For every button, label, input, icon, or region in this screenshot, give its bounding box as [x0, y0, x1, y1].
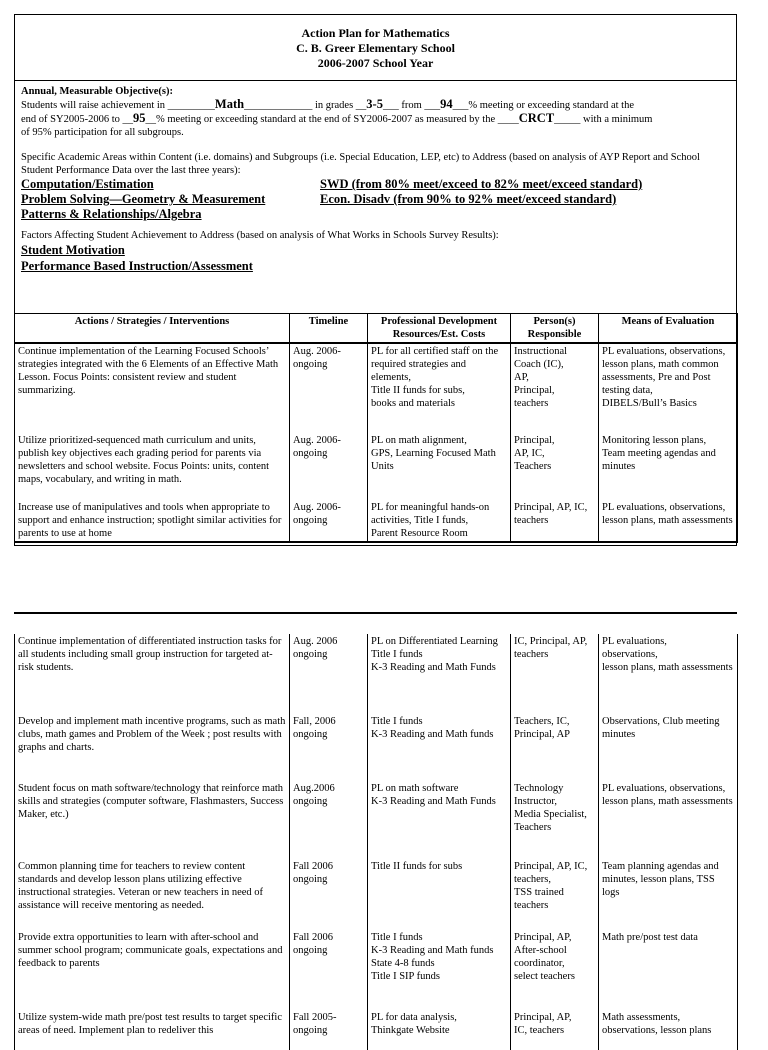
cell-timeline: Fall 2006 ongoing: [290, 859, 368, 930]
cell-evaluation: PL evaluations, observations, lesson plans, math assessments: [599, 634, 738, 714]
objective-line-3: of 95% participation for all subgroups.: [21, 127, 184, 138]
col-header-timeline: Timeline: [290, 314, 368, 344]
table-row: [15, 714, 738, 781]
objective-label: Annual, Measurable Objective(s):: [21, 86, 173, 97]
cell-timeline: Aug. 2006-ongoing: [290, 500, 368, 542]
cell-resources: Title I funds K-3 Reading and Math funds: [368, 714, 511, 781]
cell-persons: IC, Principal, AP, teachers: [511, 634, 599, 714]
cell-resources: PL for meaningful hands-on activities, Title I funds, Parent Resource Room: [368, 500, 511, 542]
table-header-row: [15, 314, 738, 344]
cell-persons: Principal, AP, IC, Teachers: [511, 433, 599, 500]
table-row: [15, 781, 738, 859]
col-header-actions: Actions / Strategies / Interventions: [15, 314, 290, 344]
cell-action: Student focus on math software/technology that reinforce math skills and strategies (computer software, Flashmasters, Success Maker, etc.): [15, 781, 290, 859]
cell-evaluation: Math pre/post test data: [599, 930, 738, 1010]
cell-timeline: Aug. 2006 ongoing: [290, 634, 368, 714]
cell-persons: Principal, AP, IC, teachers, TSS trained teachers: [511, 859, 599, 930]
table-row: [15, 433, 738, 500]
cell-timeline: Aug. 2006-ongoing: [290, 433, 368, 500]
areas-label: Specific Academic Areas within Content (i.e. domains) and Subgroups (i.e. Special Education, LEP, etc) to Address (based on analysis of AYP Report and School Student Performance Data over the last three years):: [21, 152, 700, 176]
table-row: [15, 634, 738, 714]
cell-persons: Technology Instructor, Media Specialist, Teachers: [511, 781, 599, 859]
table-row: [15, 1010, 738, 1050]
objective-grades: 3-5: [366, 97, 383, 111]
factors-section: [15, 229, 736, 274]
action-table-page-1: [14, 313, 738, 543]
area-left-3: Patterns & Relationships/Algebra: [21, 207, 202, 221]
cell-action: Utilize prioritized-sequenced math curriculum and units, publish key objectives each grading period for parents via newsletters and school website. Focus Points: units, content maps, vocabulary, and writing in math.: [15, 433, 290, 500]
area-left-1: Computation/Estimation: [21, 177, 154, 191]
factor-item-1: Student Motivation: [21, 243, 125, 257]
cell-resources: PL for data analysis, Thinkgate Website: [368, 1010, 511, 1050]
areas-list: [15, 177, 736, 221]
objective-subject: Math: [214, 97, 245, 111]
area-right-1: SWD (from 80% meet/exceed to 82% meet/exceed standard): [320, 177, 643, 191]
objective-section: [15, 85, 736, 177]
cell-timeline: Aug. 2006-ongoing: [290, 343, 368, 433]
cell-action: Develop and implement math incentive programs, such as math clubs, math games and Problem of the Week ; post results with graphs and charts.: [15, 714, 290, 781]
cell-evaluation: PL evaluations, observations, lesson plans, math common assessments, Pre and Post testing data, DIBELS/Bull’s Basics: [599, 343, 738, 433]
cell-resources: PL on Differentiated Learning Title I funds K-3 Reading and Math Funds: [368, 634, 511, 714]
factor-item-2: Performance Based Instruction/Assessment: [21, 259, 253, 273]
cell-timeline: Fall 2006 ongoing: [290, 930, 368, 1010]
objective-line-2: end of SY2005-2006 to __95__% meeting or exceeding standard at the end of SY2006-2007 as measured by the ____CRCT_____ with a minimum: [21, 111, 653, 125]
table-row: [15, 930, 738, 1010]
objective-to-pct: 95: [133, 111, 146, 125]
area-right-2: Econ. Disadv (from 90% to 92% meet/exceed standard): [320, 192, 617, 206]
objective-line-1: Students will raise achievement in _________Math_____________ in grades __3-5___ from ___94___% meeting or exceeding standard at the: [21, 97, 634, 111]
cell-evaluation: Math assessments, observations, lesson plans: [599, 1010, 738, 1050]
cell-resources: PL on math alignment, GPS, Learning Focused Math Units: [368, 433, 511, 500]
cell-evaluation: Observations, Club meeting minutes: [599, 714, 738, 781]
cell-action: Utilize system-wide math pre/post test results to target specific areas of need. Implement plan to redeliver this: [15, 1010, 290, 1050]
cell-persons: Principal, AP, After-school coordinator, select teachers: [511, 930, 599, 1010]
school-year: 2006-2007 School Year: [317, 56, 434, 70]
cell-timeline: Fall 2005-ongoing: [290, 1010, 368, 1050]
cell-action: Continue implementation of the Learning Focused Schools’ strategies integrated with the 6 Elements of an Effective Math Lesson. Focus Points: consistent review and student summarizing.: [15, 343, 290, 433]
cell-action: Increase use of manipulatives and tools when appropriate to support and enhance instruction; spotlight similar activities for parents to use at home: [15, 500, 290, 542]
cell-resources: Title I funds K-3 Reading and Math funds State 4-8 funds Title I SIP funds: [368, 930, 511, 1010]
document-header: [15, 15, 736, 81]
cell-evaluation: PL evaluations, observations, lesson plans, math assessments: [599, 781, 738, 859]
cell-resources: PL for all certified staff on the required strategies and elements, Title II funds for subs, books and materials: [368, 343, 511, 433]
page-2: [14, 612, 737, 1050]
cell-timeline: Aug.2006 ongoing: [290, 781, 368, 859]
cell-action: Continue implementation of differentiated instruction tasks for all students including small group instruction for targeted at-risk students.: [15, 634, 290, 714]
cell-timeline: Fall, 2006 ongoing: [290, 714, 368, 781]
cell-evaluation: PL evaluations, observations, lesson plans, math assessments: [599, 500, 738, 542]
action-table-page-2: [14, 634, 738, 1050]
col-header-persons: Person(s) Responsible: [511, 314, 599, 344]
cell-action: Provide extra opportunities to learn with after-school and summer school program; communicate goals, expectations and feedback to parents: [15, 930, 290, 1010]
factors-label: Factors Affecting Student Achievement to Address (based on analysis of What Works in Schools Survey Results):: [21, 230, 499, 241]
school-name: C. B. Greer Elementary School: [296, 41, 455, 55]
cell-persons: Principal, AP, IC, teachers: [511, 1010, 599, 1050]
table-row: [15, 500, 738, 542]
cell-persons: Teachers, IC, Principal, AP: [511, 714, 599, 781]
cell-persons: Instructional Coach (IC), AP, Principal, teachers: [511, 343, 599, 433]
cell-evaluation: Monitoring lesson plans, Team meeting agendas and minutes: [599, 433, 738, 500]
cell-resources: Title II funds for subs: [368, 859, 511, 930]
table-row: [15, 859, 738, 930]
table-row: [15, 343, 738, 433]
cell-evaluation: Team planning agendas and minutes, lesson plans, TSS logs: [599, 859, 738, 930]
col-header-evaluation: Means of Evaluation: [599, 314, 738, 344]
col-header-resources: Professional Development Resources/Est. Costs: [368, 314, 511, 344]
cell-resources: PL on math software K-3 Reading and Math Funds: [368, 781, 511, 859]
cell-action: Common planning time for teachers to review content standards and develop lesson plans utilizing effective instructional strategies. Veteran or new teachers in need of assistance will receive mentoring as needed.: [15, 859, 290, 930]
document-title: Action Plan for Mathematics: [301, 26, 450, 40]
cell-persons: Principal, AP, IC, teachers: [511, 500, 599, 542]
objective-measure: CRCT: [518, 111, 555, 125]
objective-from-pct: 94: [440, 97, 453, 111]
page-1: [14, 14, 737, 546]
area-left-2: Problem Solving—Geometry & Measurement: [21, 192, 266, 206]
